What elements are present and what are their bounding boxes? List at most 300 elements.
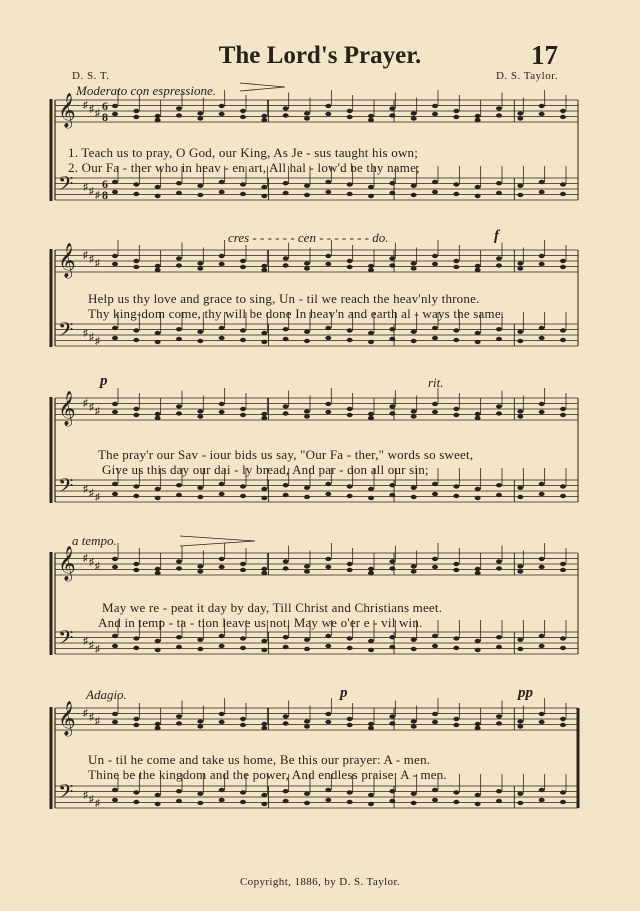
note-head xyxy=(112,712,118,716)
note-head xyxy=(261,264,267,268)
note-head xyxy=(325,788,331,792)
ritardando-marking: rit. xyxy=(428,375,444,390)
sharp-icon: ♯ xyxy=(89,640,94,651)
bass-clef-icon: 𝄢 xyxy=(58,172,74,200)
note-head xyxy=(453,115,459,119)
note-head xyxy=(176,191,182,195)
note-head xyxy=(112,788,118,792)
note-head xyxy=(325,644,331,648)
note-head xyxy=(325,336,331,340)
bass-clef-icon: 𝄢 xyxy=(58,626,74,654)
note-head xyxy=(325,104,331,108)
sharp-icon: ♯ xyxy=(89,488,94,499)
sharp-icon: ♯ xyxy=(83,484,88,495)
note-head xyxy=(432,180,438,184)
note-head xyxy=(133,328,139,332)
note-head xyxy=(219,644,225,648)
note-head xyxy=(219,565,225,569)
time-signature: 8 xyxy=(102,110,108,124)
note-head xyxy=(368,567,374,571)
note-head xyxy=(240,259,246,263)
note-head xyxy=(453,723,459,727)
sharp-icon: ♯ xyxy=(89,794,94,805)
note-head xyxy=(389,327,395,331)
note-head xyxy=(261,114,267,118)
note-head xyxy=(219,326,225,330)
note-head xyxy=(411,719,417,723)
lyric-verse-1: May we re - peat it day by day, Till Christ and Christians meet. xyxy=(102,600,443,615)
note-head xyxy=(347,800,353,804)
note-head xyxy=(517,111,523,115)
note-head xyxy=(176,263,182,267)
note-head xyxy=(411,266,417,270)
note-head xyxy=(539,720,545,724)
note-head xyxy=(432,482,438,486)
note-head xyxy=(389,191,395,195)
hymn-title: The Lord's Prayer. xyxy=(218,42,422,69)
note-head xyxy=(283,559,289,563)
note-head xyxy=(389,404,395,408)
note-head xyxy=(304,261,310,265)
note-head xyxy=(240,407,246,411)
note-head xyxy=(453,192,459,196)
note-head xyxy=(261,648,267,652)
note-head xyxy=(411,486,417,490)
note-head xyxy=(368,487,374,491)
sharp-icon: ♯ xyxy=(83,250,88,261)
note-head xyxy=(432,410,438,414)
note-head xyxy=(304,719,310,723)
note-head xyxy=(283,493,289,497)
note-head xyxy=(133,182,139,186)
treble-clef-icon: 𝄞 xyxy=(58,546,76,581)
note-head xyxy=(133,413,139,417)
note-head xyxy=(283,789,289,793)
note-head xyxy=(155,340,161,344)
lyric-verse-1: The pray'r our Sav - iour bids us say, "Our Fa - ther," words so sweet, xyxy=(98,447,474,462)
note-head xyxy=(133,494,139,498)
sharp-icon: ♯ xyxy=(95,190,100,201)
note-head xyxy=(219,557,225,561)
sharp-icon: ♯ xyxy=(83,553,88,564)
note-head xyxy=(261,487,267,491)
note-head xyxy=(133,790,139,794)
note-head xyxy=(112,492,118,496)
note-head xyxy=(475,496,481,500)
note-head xyxy=(368,726,374,730)
note-head xyxy=(560,115,566,119)
note-head xyxy=(261,802,267,806)
note-head xyxy=(240,646,246,650)
note-head xyxy=(560,182,566,186)
note-head xyxy=(496,566,502,570)
note-head xyxy=(453,484,459,488)
note-head xyxy=(347,109,353,113)
note-head xyxy=(517,801,523,805)
note-head xyxy=(453,109,459,113)
note-head xyxy=(155,726,161,730)
note-head xyxy=(517,184,523,188)
note-head xyxy=(197,414,203,418)
note-head xyxy=(325,180,331,184)
note-head xyxy=(219,190,225,194)
note-head xyxy=(368,185,374,189)
note-head xyxy=(496,106,502,110)
note-head xyxy=(112,190,118,194)
note-head xyxy=(133,568,139,572)
note-head xyxy=(304,495,310,499)
note-head xyxy=(176,493,182,497)
note-head xyxy=(219,112,225,116)
note-head xyxy=(304,111,310,115)
note-head xyxy=(432,720,438,724)
note-head xyxy=(219,788,225,792)
note-head xyxy=(389,411,395,415)
note-head xyxy=(517,564,523,568)
note-head xyxy=(389,799,395,803)
note-head xyxy=(517,647,523,651)
sharp-icon: ♯ xyxy=(89,332,94,343)
note-head xyxy=(560,562,566,566)
note-head xyxy=(453,328,459,332)
note-head xyxy=(411,801,417,805)
lyric-verse-2: 2. Our Fa - ther who in heav - en art, All hal - low'd be thy name; xyxy=(68,160,420,175)
note-head xyxy=(240,636,246,640)
note-head xyxy=(389,635,395,639)
note-head xyxy=(112,482,118,486)
note-head xyxy=(347,790,353,794)
note-head xyxy=(283,191,289,195)
note-head xyxy=(389,566,395,570)
note-head xyxy=(112,254,118,258)
note-head xyxy=(133,800,139,804)
lyric-verse-2: Thine be the kingdom and the power, And endless praise: A - men. xyxy=(88,767,447,782)
note-head xyxy=(261,268,267,272)
note-head xyxy=(325,557,331,561)
note-head xyxy=(411,339,417,343)
note-head xyxy=(197,486,203,490)
note-head xyxy=(283,799,289,803)
note-head xyxy=(155,268,161,272)
note-head xyxy=(155,264,161,268)
note-head xyxy=(389,721,395,725)
time-signature: 6 xyxy=(102,177,108,191)
note-head xyxy=(304,486,310,490)
note-head xyxy=(517,261,523,265)
note-head xyxy=(475,264,481,268)
note-head xyxy=(411,261,417,265)
note-head xyxy=(496,113,502,117)
note-head xyxy=(240,723,246,727)
sharp-icon: ♯ xyxy=(83,182,88,193)
note-head xyxy=(261,185,267,189)
sharp-icon: ♯ xyxy=(95,644,100,655)
note-head xyxy=(304,792,310,796)
note-head xyxy=(496,263,502,267)
note-head xyxy=(539,482,545,486)
note-head xyxy=(176,635,182,639)
note-head xyxy=(261,639,267,643)
note-head xyxy=(240,192,246,196)
note-head xyxy=(155,496,161,500)
note-head xyxy=(539,180,545,184)
note-head xyxy=(347,636,353,640)
note-head xyxy=(283,256,289,260)
note-head xyxy=(197,266,203,270)
note-head xyxy=(197,409,203,413)
note-head xyxy=(496,483,502,487)
note-head xyxy=(112,565,118,569)
sharp-icon: ♯ xyxy=(83,100,88,111)
note-head xyxy=(304,193,310,197)
note-head xyxy=(347,723,353,727)
note-head xyxy=(389,181,395,185)
note-head xyxy=(453,407,459,411)
note-head xyxy=(539,712,545,716)
note-head xyxy=(389,559,395,563)
note-head xyxy=(155,194,161,198)
note-head xyxy=(197,724,203,728)
lyric-verse-1: 1. Teach us to pray, O God, our King, As Je - sus taught his own; xyxy=(68,145,419,160)
note-head xyxy=(219,634,225,638)
note-head xyxy=(453,800,459,804)
note-head xyxy=(368,793,374,797)
note-head xyxy=(112,557,118,561)
note-head xyxy=(325,798,331,802)
note-head xyxy=(389,337,395,341)
note-head xyxy=(453,717,459,721)
sharp-icon: ♯ xyxy=(89,402,94,413)
note-head xyxy=(560,800,566,804)
tempo-marking: Moderato con espressione. xyxy=(76,83,216,98)
note-head xyxy=(560,723,566,727)
note-head xyxy=(197,116,203,120)
treble-clef-icon: 𝄞 xyxy=(58,93,76,128)
note-head xyxy=(560,568,566,572)
note-head xyxy=(411,111,417,115)
note-head xyxy=(389,106,395,110)
sharp-icon: ♯ xyxy=(89,104,94,115)
note-head xyxy=(112,180,118,184)
copyright-notice: Copyright, 1886, by D. S. Taylor. xyxy=(239,876,401,888)
note-head xyxy=(347,265,353,269)
note-head xyxy=(411,330,417,334)
note-head xyxy=(261,194,267,198)
note-head xyxy=(368,571,374,575)
note-head xyxy=(539,104,545,108)
note-head xyxy=(155,412,161,416)
note-head xyxy=(325,492,331,496)
note-head xyxy=(475,802,481,806)
note-head xyxy=(197,647,203,651)
note-head xyxy=(368,416,374,420)
note-head xyxy=(560,484,566,488)
note-head xyxy=(411,724,417,728)
note-head xyxy=(197,339,203,343)
note-head xyxy=(133,109,139,113)
note-head xyxy=(219,492,225,496)
note-head xyxy=(453,790,459,794)
note-head xyxy=(496,256,502,260)
note-head xyxy=(517,330,523,334)
note-head xyxy=(475,571,481,575)
note-head xyxy=(325,712,331,716)
note-head xyxy=(411,792,417,796)
note-head xyxy=(283,714,289,718)
note-head xyxy=(496,191,502,195)
note-head xyxy=(197,564,203,568)
note-head xyxy=(133,636,139,640)
note-head xyxy=(432,326,438,330)
note-head xyxy=(261,726,267,730)
note-head xyxy=(347,568,353,572)
note-head xyxy=(219,798,225,802)
note-head xyxy=(283,404,289,408)
note-head xyxy=(304,724,310,728)
sharp-icon: ♯ xyxy=(89,186,94,197)
note-head xyxy=(325,720,331,724)
note-head xyxy=(176,566,182,570)
note-head xyxy=(283,635,289,639)
note-head xyxy=(453,568,459,572)
note-head xyxy=(389,256,395,260)
lyric-verse-2: Give us this day our dai - ly bread, And par - don all our sin; xyxy=(102,462,429,477)
sharp-icon: ♯ xyxy=(95,108,100,119)
sharp-icon: ♯ xyxy=(95,492,100,503)
note-head xyxy=(560,265,566,269)
note-head xyxy=(219,410,225,414)
note-head xyxy=(261,118,267,122)
note-head xyxy=(560,717,566,721)
note-head xyxy=(475,648,481,652)
note-head xyxy=(176,559,182,563)
note-head xyxy=(539,402,545,406)
note-head xyxy=(411,647,417,651)
hairpin xyxy=(180,536,255,546)
note-head xyxy=(133,259,139,263)
note-head xyxy=(155,416,161,420)
note-head xyxy=(389,645,395,649)
note-head xyxy=(325,565,331,569)
note-head xyxy=(347,259,353,263)
note-head xyxy=(517,792,523,796)
note-head xyxy=(283,106,289,110)
note-head xyxy=(539,254,545,258)
note-head xyxy=(112,336,118,340)
note-head xyxy=(155,567,161,571)
note-head xyxy=(517,116,523,120)
sharp-icon: ♯ xyxy=(95,406,100,417)
note-head xyxy=(112,634,118,638)
sharp-icon: ♯ xyxy=(95,336,100,347)
note-head xyxy=(176,411,182,415)
note-head xyxy=(261,567,267,571)
note-head xyxy=(411,564,417,568)
note-head xyxy=(517,409,523,413)
note-head xyxy=(133,338,139,342)
note-head xyxy=(368,412,374,416)
note-head xyxy=(475,114,481,118)
note-head xyxy=(389,714,395,718)
time-signature: 8 xyxy=(102,188,108,202)
note-head xyxy=(368,340,374,344)
note-head xyxy=(347,646,353,650)
note-head xyxy=(496,559,502,563)
note-head xyxy=(197,193,203,197)
note-head xyxy=(347,192,353,196)
lyric-verse-2: And in temp - ta - tion leave us not, May we o'er e - vil win. xyxy=(98,615,423,630)
note-head xyxy=(155,639,161,643)
note-head xyxy=(475,118,481,122)
note-head xyxy=(261,412,267,416)
note-head xyxy=(304,266,310,270)
note-head xyxy=(560,790,566,794)
note-head xyxy=(539,634,545,638)
note-head xyxy=(283,411,289,415)
note-head xyxy=(539,492,545,496)
note-head xyxy=(560,407,566,411)
tempo-marking: Adagio. xyxy=(86,687,127,702)
note-head xyxy=(155,185,161,189)
note-head xyxy=(176,337,182,341)
note-head xyxy=(112,112,118,116)
note-head xyxy=(496,714,502,718)
time-signature: 6 xyxy=(102,99,108,113)
note-head xyxy=(432,254,438,258)
note-head xyxy=(155,114,161,118)
note-head xyxy=(176,483,182,487)
page-number: 17 xyxy=(531,40,558,70)
note-head xyxy=(432,492,438,496)
note-head xyxy=(155,722,161,726)
note-head xyxy=(112,262,118,266)
note-head xyxy=(517,414,523,418)
note-head xyxy=(240,115,246,119)
note-head xyxy=(240,182,246,186)
bass-clef-icon: 𝄢 xyxy=(58,474,74,502)
note-head xyxy=(133,407,139,411)
note-head xyxy=(240,800,246,804)
note-head xyxy=(219,482,225,486)
note-head xyxy=(112,644,118,648)
lyric-verse-2: Thy king-dom come, thy will be done In heav'n and earth al - ways the same. xyxy=(88,306,505,321)
note-head xyxy=(368,118,374,122)
note-head xyxy=(539,410,545,414)
note-head xyxy=(560,328,566,332)
note-head xyxy=(304,184,310,188)
note-head xyxy=(560,494,566,498)
note-head xyxy=(133,646,139,650)
note-head xyxy=(283,721,289,725)
note-head xyxy=(368,331,374,335)
note-head xyxy=(411,495,417,499)
note-head xyxy=(347,407,353,411)
note-head xyxy=(496,799,502,803)
note-head xyxy=(240,328,246,332)
note-head xyxy=(133,717,139,721)
note-head xyxy=(155,793,161,797)
note-head xyxy=(133,265,139,269)
note-head xyxy=(304,638,310,642)
note-head xyxy=(517,193,523,197)
note-head xyxy=(197,638,203,642)
note-head xyxy=(432,104,438,108)
note-head xyxy=(197,792,203,796)
treble-clef-icon: 𝄞 xyxy=(58,701,76,736)
dynamic-forte: f xyxy=(494,228,499,244)
note-head xyxy=(261,340,267,344)
note-head xyxy=(453,413,459,417)
